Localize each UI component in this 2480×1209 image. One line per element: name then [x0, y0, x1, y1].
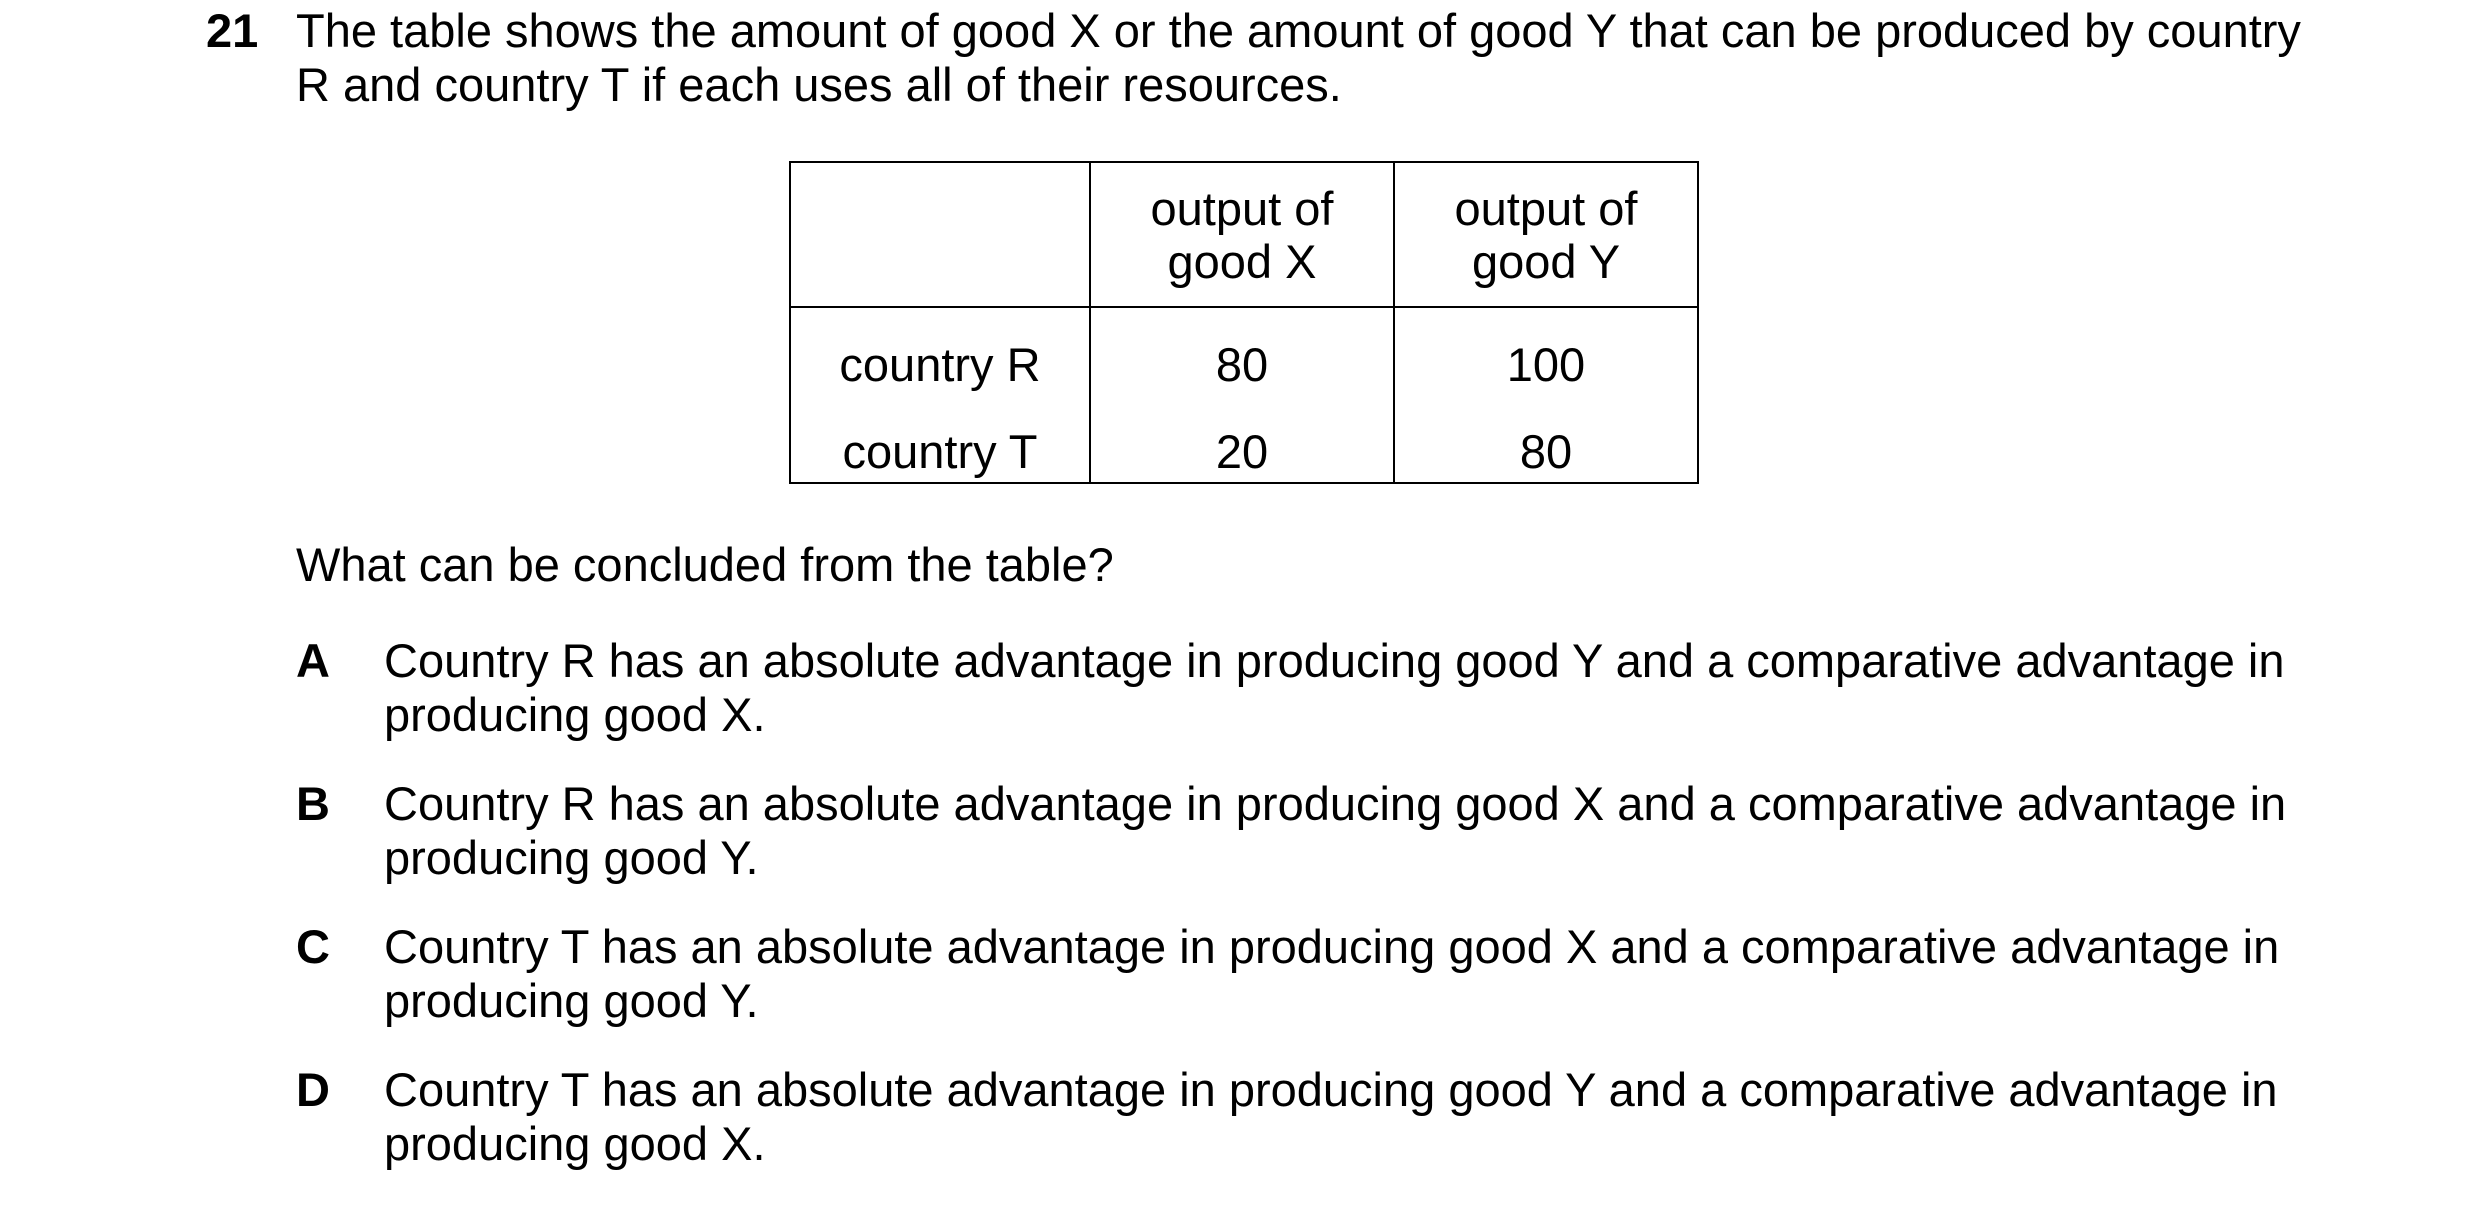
- option-line: Country R has an absolute advantage in producing good X and a comparative advantage in: [384, 777, 2287, 830]
- header-line: output of: [1454, 181, 1638, 235]
- header-line: output of: [1150, 181, 1334, 235]
- option-line: producing good X.: [384, 1117, 766, 1170]
- option-line: Country T has an absolute advantage in producing good X and a comparative advantage in: [384, 920, 2280, 973]
- question-stem: [296, 4, 2301, 112]
- option-letter: D: [296, 1063, 330, 1116]
- option-line: producing good Y.: [384, 974, 759, 1027]
- table-header-row: [790, 162, 1698, 307]
- row-label: country R: [790, 307, 1090, 420]
- table-row: [790, 420, 1698, 483]
- cell-good-y: 80: [1394, 420, 1698, 483]
- table-header-empty: [790, 162, 1090, 307]
- option-text: [384, 1063, 2278, 1171]
- header-line: good X: [1167, 234, 1317, 288]
- question-number: 21: [206, 4, 259, 57]
- production-table: [789, 161, 1699, 484]
- option-line: producing good Y.: [384, 831, 759, 884]
- option-text: [384, 634, 2285, 742]
- question-prompt: What can be concluded from the table?: [296, 538, 1114, 591]
- cell-good-y: 100: [1394, 307, 1698, 420]
- option-letter: B: [296, 777, 330, 830]
- question-stem-line: R and country T if each uses all of their resources.: [296, 58, 1342, 111]
- table-header-good-x: [1090, 162, 1394, 307]
- option-letter: A: [296, 634, 330, 687]
- cell-good-x: 20: [1090, 420, 1394, 483]
- header-line: good Y: [1471, 234, 1621, 288]
- option-text: [384, 777, 2287, 885]
- option-letter: C: [296, 920, 330, 973]
- cell-good-x: 80: [1090, 307, 1394, 420]
- table-row: [790, 307, 1698, 420]
- row-label: country T: [790, 420, 1090, 483]
- table-header-good-y: [1394, 162, 1698, 307]
- option-line: Country R has an absolute advantage in producing good Y and a comparative advantage in: [384, 634, 2285, 687]
- option-text: [384, 920, 2280, 1028]
- option-line: Country T has an absolute advantage in producing good Y and a comparative advantage in: [384, 1063, 2278, 1116]
- option-line: producing good X.: [384, 688, 766, 741]
- question-stem-line: The table shows the amount of good X or the amount of good Y that can be produced by country: [296, 4, 2301, 57]
